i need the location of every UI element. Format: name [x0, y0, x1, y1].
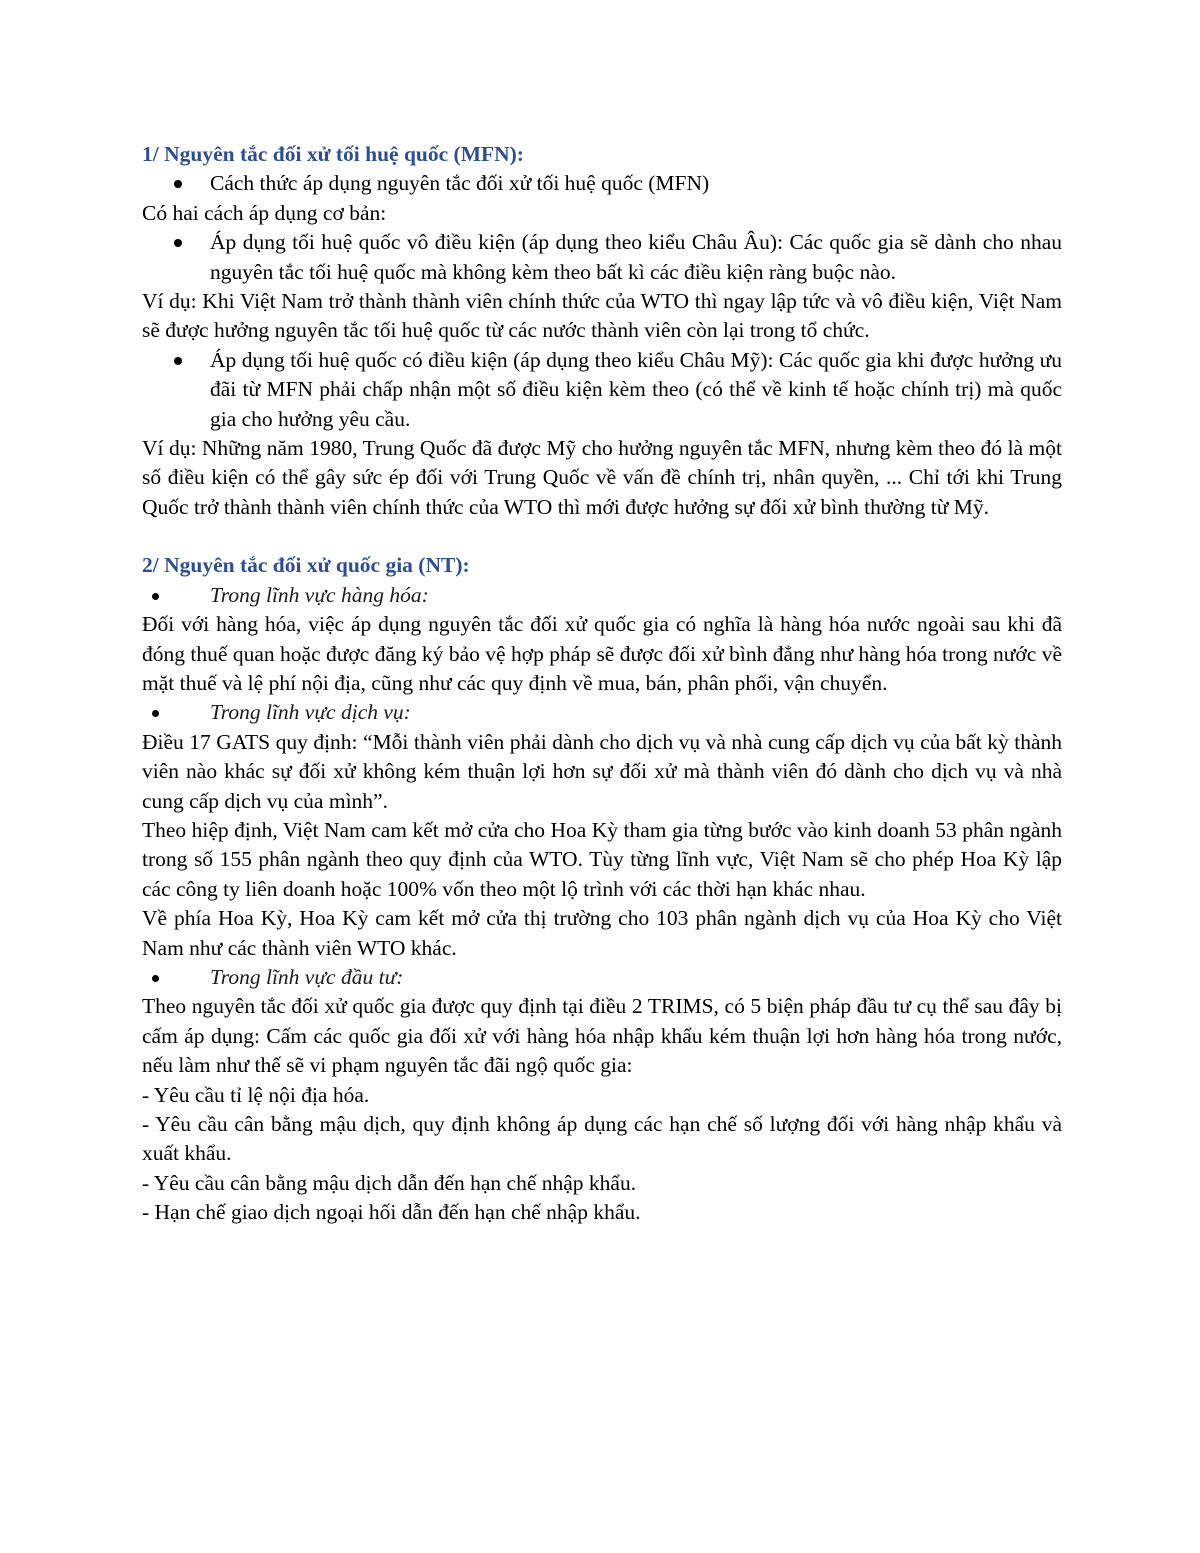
bullet-item [142, 963, 1062, 992]
bullet-dot-icon [174, 239, 182, 247]
document-body [142, 140, 1062, 1228]
services-paragraph-1: Điều 17 GATS quy định: “Mỗi thành viên phải dành cho dịch vụ và nhà cung cấp dịch vụ của bất kỳ thành viên nào khác sự đối xử không kém thuận lợi hơn sự đối xử mà thành viên đó dành cho dịch vụ và nhà cung cấp dịch vụ của mình”. [142, 729, 1062, 813]
goods-paragraph: Đối với hàng hóa, việc áp dụng nguyên tắc đối xử quốc gia có nghĩa là hàng hóa nước ngoài sau khi đã đóng thuế quan hoặc được đăng ký bảo vệ hợp pháp sẽ được đối xử bình đẳng như hàng hóa trong nước về mặt thuế và lệ phí nội địa, cũng như các quy định về mua, bán, phân phối, vận chuyển. [142, 612, 1062, 695]
bullet-dot-icon [152, 975, 159, 982]
measure-item: - Yêu cầu cân bằng mậu dịch dẫn đến hạn chế nhập khẩu. [142, 1170, 637, 1195]
measure-item: - Hạn chế giao dịch ngoại hối dẫn đến hạn chế nhập khẩu. [142, 1200, 641, 1225]
investment-bullet-list [142, 963, 1062, 992]
bullet-item [142, 346, 1062, 434]
measure-item: - Yêu cầu tỉ lệ nội địa hóa. [142, 1082, 370, 1107]
section-1-bullet-list-b [142, 228, 1062, 287]
bullet-dot-icon [174, 357, 182, 365]
bullet-text: Cách thức áp dụng nguyên tắc đối xử tối huệ quốc (MFN) [210, 171, 710, 196]
bullet-item [142, 228, 1062, 287]
bullet-item [142, 581, 1062, 610]
goods-label: Trong lĩnh vực hàng hóa: [210, 582, 429, 607]
services-bullet-list [142, 698, 1062, 727]
investment-paragraph: Theo nguyên tắc đối xử quốc gia được quy định tại điều 2 TRIMS, có 5 biện pháp đầu tư cụ thể sau đây bị cấm áp dụng: Cấm các quốc gia đối xử với hàng hóa nhập khẩu kém thuận lợi hơn hàng hóa trong nước, nếu làm như thế sẽ vi phạm nguyên tắc đãi ngộ quốc gia: [142, 994, 1062, 1078]
section-1-bullet-list-c [142, 346, 1062, 434]
services-paragraph-2: Theo hiệp định, Việt Nam cam kết mở cửa cho Hoa Kỳ tham gia từng bước vào kinh doanh 53 phân ngành trong số 155 phân ngành theo quy định của WTO. Tùy từng lĩnh vực, Việt Nam sẽ cho phép Hoa Kỳ lập các công ty liên doanh hoặc 100% vốn theo một lộ trình với các thời hạn khác nhau. [142, 817, 1062, 901]
section-1-bullet-list-a [142, 169, 1062, 198]
investment-label: Trong lĩnh vực đầu tư: [210, 964, 404, 989]
bullet-dot-icon [152, 710, 159, 717]
section-1-example-1: Ví dụ: Khi Việt Nam trở thành thành viên chính thức của WTO thì ngay lập tức và vô điều kiện, Việt Nam sẽ được hưởng nguyên tắc tối huệ quốc từ các nước thành viên còn lại trong tổ chức. [142, 289, 1062, 343]
services-label: Trong lĩnh vực dịch vụ: [210, 700, 411, 725]
section-1-heading: 1/ Nguyên tắc đối xử tối huệ quốc (MFN): [142, 142, 524, 166]
section-1-example-2: Ví dụ: Những năm 1980, Trung Quốc đã được Mỹ cho hưởng nguyên tắc MFN, nhưng kèm theo đó là một số điều kiện có thể gây sức ép đối với Trung Quốc về vấn đề chính trị, nhân quyền, ... Chỉ tới khi Trung Quốc trở thành thành viên chính thức của WTO thì mới được hưởng sự đối xử bình thường từ Mỹ. [142, 436, 1062, 519]
section-2-heading: 2/ Nguyên tắc đối xử quốc gia (NT): [142, 553, 470, 578]
bullet-dot-icon [174, 180, 182, 188]
bullet-item [142, 698, 1062, 727]
measure-item: - Yêu cầu cân bằng mậu dịch, quy định không áp dụng các hạn chế số lượng đối với hàng nhập khẩu và xuất khẩu. [142, 1112, 1062, 1166]
services-paragraph-3: Về phía Hoa Kỳ, Hoa Kỳ cam kết mở cửa thị trường cho 103 phân ngành dịch vụ của Hoa Kỳ cho Việt Nam như các thành viên WTO khác. [142, 906, 1062, 960]
section-1-intro: Có hai cách áp dụng cơ bản: [142, 200, 387, 225]
bullet-text: Áp dụng tối huệ quốc có điều kiện (áp dụng theo kiểu Châu Mỹ): Các quốc gia khi được hưởng ưu đãi từ MFN phải chấp nhận một số điều kiện kèm theo (có thể về kinh tế hoặc chính trị) mà quốc gia cho hưởng yêu cầu. [210, 347, 1062, 431]
goods-bullet-list [142, 581, 1062, 610]
bullet-dot-icon [152, 593, 159, 600]
bullet-text: Áp dụng tối huệ quốc vô điều kiện (áp dụng theo kiểu Châu Âu): Các quốc gia sẽ dành cho nhau nguyên tắc tối huệ quốc mà không kèm theo bất kì các điều kiện ràng buộc nào. [210, 230, 1062, 284]
bullet-item [142, 169, 1062, 198]
